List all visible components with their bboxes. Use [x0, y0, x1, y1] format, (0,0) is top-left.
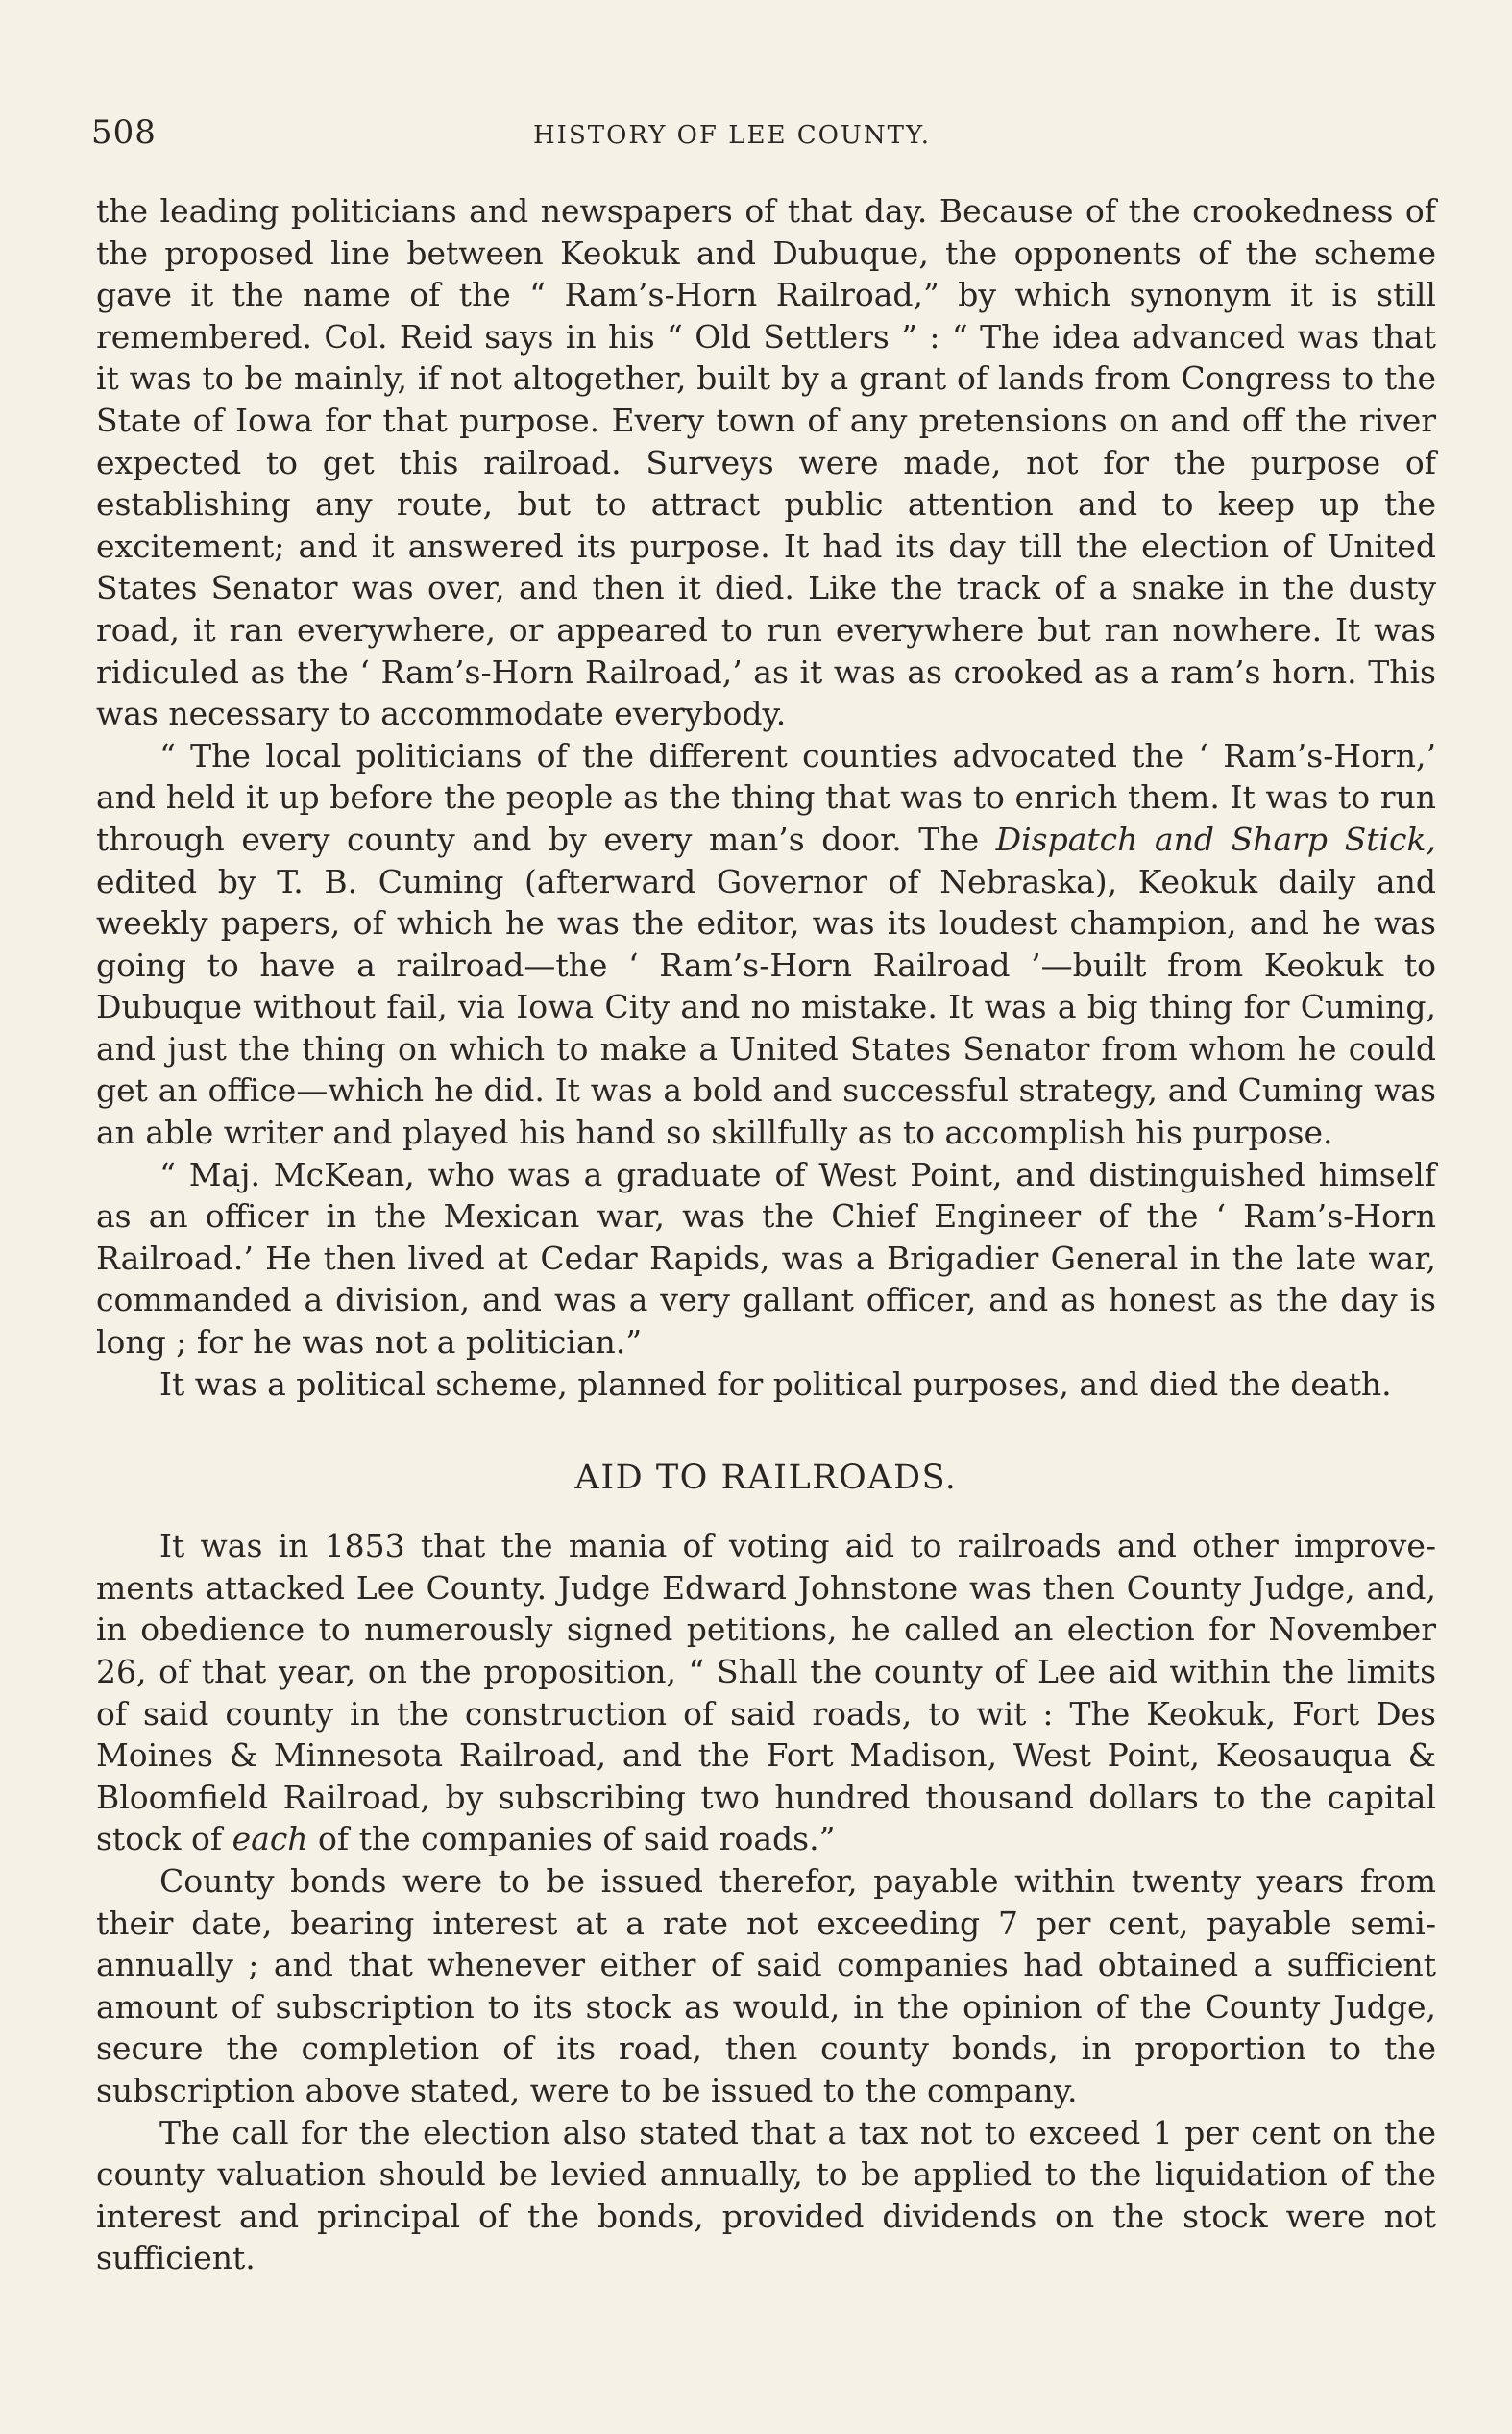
paragraph-2-text-a: “ The local politicians of the different counties advocated the ‘ Ram’s-Horn,’ and held it up before the people as the thing that was to enrich them. It was to run through every county and by every man’s door. The [96, 736, 1436, 858]
paragraph-2 [96, 735, 1436, 1154]
paragraph-5 [96, 1525, 1436, 1860]
paragraph-4: It was a political scheme, planned for political purposes, and died the death. [159, 1365, 1392, 1403]
running-title: HISTORY OF LEE COUNTY. [533, 121, 932, 150]
paragraph-5-italic-word: each [232, 1820, 308, 1858]
section-heading: AID TO RAILROADS. [574, 1459, 958, 1498]
paragraph-2-italic-title: Dispatch and Sharp Stick, [995, 820, 1436, 858]
page-number: 508 [91, 113, 157, 152]
running-head [91, 113, 1436, 161]
paragraph-5-text-b: of the companies of said roads.” [307, 1820, 836, 1858]
paragraph-6: County bonds were to be issued therefor, payable within twenty years from their date, bearing interest at a rate not exceeding 7 per cent, payable semiannually ; and that whenever either of said companies had obtained a sufficient amount of subscription to its stock as would, in the opinion of the County Judge, secure the completion of its road, then county bonds, in proportion to the subscription above stated, were to be issued to the company. [96, 1861, 1436, 2109]
paragraph-7: The call for the election also stated that a tax not to exceed 1 per cent on the county valuation should be levied annually, to be applied to the liquidation of the interest and principal of the bonds, provided dividends on the stock were not sufficient. [96, 2113, 1436, 2277]
paragraph-5-text-a: It was in 1853 that the mania of voting aid to railroads and other improvements attacked Lee County. Judge Edward Johnstone was then County Judge, and, in obedience to numerously signed petitions, he called an election for November 26, of that year, on the proposition, “ Shall the county of Lee aid within the limits of said county in the construction of said roads, to wit : The Keokuk, Fort Des Moines & Minnesota Railroad, and the Fort Madison, West Point, Keosauqua & Bloomfield Railroad, by subscribing two hundred thousand dollars to the capital stock of [96, 1527, 1436, 1858]
paragraph-1: the leading politicians and newspapers of that day. Because of the crookedness of the proposed line between Keokuk and Dubuque, the opponents of the scheme gave it the name of the “ Ram’s-Horn Railroad,” by which synonym it is still remembered. Col. Reid says in his “ Old Settlers ” : “ The idea advanced was that it was to be mainly, if not altogether, built by a grant of lands from Congress to the State of Iowa for that purpose. Every town of any pretensions on and off the river expected to get this railroad. Surveys were made, not for the purpose of establishing any route, but to attract public attention and to keep up the excitement; and it answered its purpose. It had its day till the election of United States Senator was over, and then it died. Like the track of a snake in the dusty road, it ran everywhere, or appeared to run everywhere but ran nowhere. It was ridiculed as the ‘ Ram’s-Horn Railroad,’ as it was as crooked as a ram’s horn. This was necessary to accommodate everybody. [96, 192, 1436, 733]
paragraph-3: “ Maj. McKean, who was a graduate of West Point, and distinguished himself as an officer in the Mexican war, was the Chief Engineer of the ‘ Ram’s-Horn Railroad.’ He then lived at Cedar Rapids, was a Brigadier General in the late war, commanded a division, and was a very gallant officer, and as honest as the day is long ; for he was not a politician.” [96, 1155, 1436, 1362]
body-text [96, 190, 1436, 2279]
paragraph-2-text-b: edited by T. B. Cuming (afterward Governor of Nebraska), Keokuk daily and weekly papers, of which he was the editor, was its loudest champion, and he was going to have a railroad—the ‘ Ram’s-Horn Railroad ’—built from Keokuk to Dubuque without fail, via Iowa City and no mistake. It was a big thing for Cuming, and just the thing on which to make a United States Senator from whom he could get an office—which he did. It was a bold and successful strategy, and Cuming was an able writer and played his hand so skillfully as to accomplish his purpose. [96, 862, 1436, 1152]
